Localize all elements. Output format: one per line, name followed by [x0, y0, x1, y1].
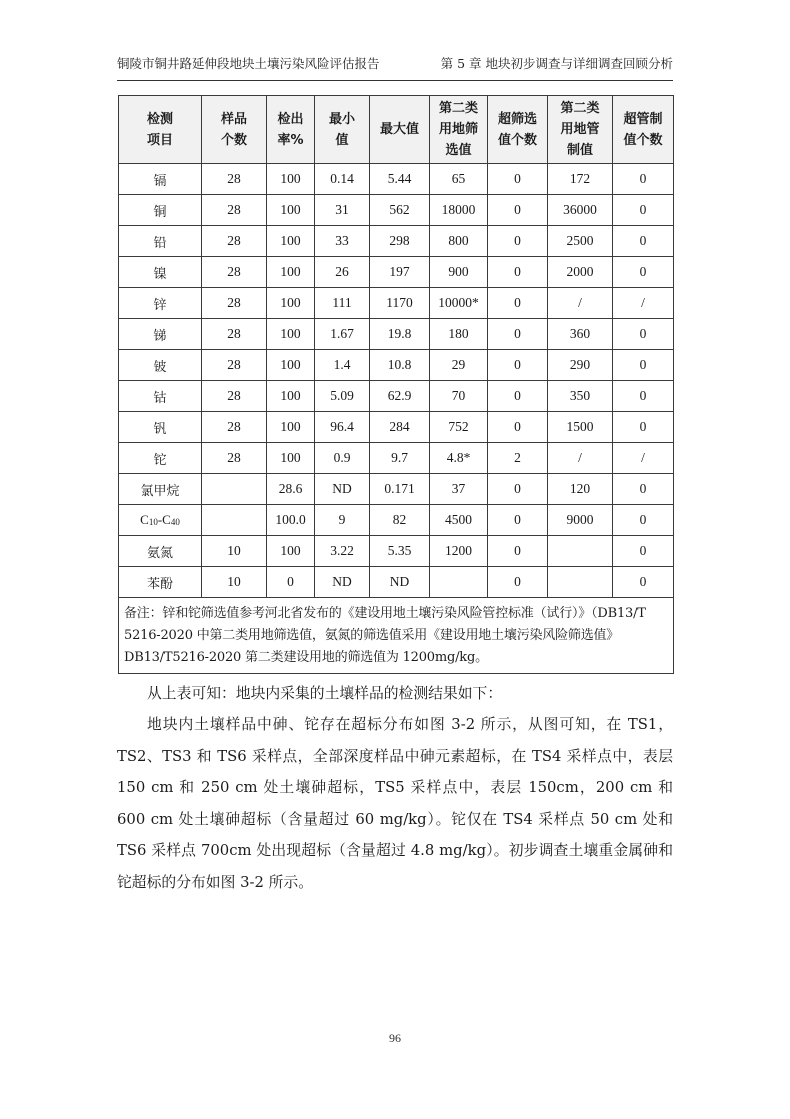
cell-min: ND [315, 474, 370, 505]
cell-max: ND [370, 567, 430, 598]
cell-item: 氨氮 [119, 536, 202, 567]
cell-over-control: 0 [613, 381, 674, 412]
cell-over-control: 0 [613, 257, 674, 288]
cell-control: 9000 [548, 505, 613, 536]
column-header-over-screen [488, 96, 548, 164]
cell-screen: 65 [430, 164, 488, 195]
table-row [119, 319, 674, 350]
cell-max: 0.171 [370, 474, 430, 505]
column-header-line: 检出 [277, 111, 304, 127]
column-header-line: 超管制 [623, 111, 663, 127]
cell-item: 镉 [119, 164, 202, 195]
cell-item: 锑 [119, 319, 202, 350]
cell-rate: 0 [267, 567, 315, 598]
column-header-line: 超筛选 [497, 111, 537, 127]
cell-control: 172 [548, 164, 613, 195]
cell-rate: 100 [267, 164, 315, 195]
cell-control: 2000 [548, 257, 613, 288]
table-row [119, 350, 674, 381]
cell-over-screen: 0 [488, 319, 548, 350]
cell-screen: 900 [430, 257, 488, 288]
cell-control: / [548, 288, 613, 319]
column-header-line: 最大值 [379, 122, 419, 137]
table-row [119, 505, 674, 536]
cell-max: 298 [370, 226, 430, 257]
cell-over-control: 0 [613, 319, 674, 350]
cell-rate: 28.6 [267, 474, 315, 505]
cell-control: 2500 [548, 226, 613, 257]
cell-screen: 180 [430, 319, 488, 350]
cell-item: 镍 [119, 257, 202, 288]
table-note: 备注：锌和铊筛选值参考河北省发布的《建设用地土壤污染风险管控标准（试行）》（DB13/T 5216-2020 中第二类用地筛选值，氨氮的筛选值采用《建设用地土壤污染风险筛选值》DB13/T5216-2020 第二类建设用地的筛选值为 1200mg/kg。 [119, 598, 674, 674]
table-row [119, 288, 674, 319]
cell-item: 铊 [119, 443, 202, 474]
cell-item-part: 10 [148, 517, 158, 527]
cell-max: 9.7 [370, 443, 430, 474]
cell-screen: 37 [430, 474, 488, 505]
column-header-line: 值个数 [623, 132, 663, 148]
table-row [119, 257, 674, 288]
page-header [117, 54, 673, 76]
column-header-max [370, 96, 430, 164]
cell-item-part: C [140, 512, 149, 527]
cell-count: 28 [202, 350, 267, 381]
cell-min: 31 [315, 195, 370, 226]
column-header-line: 用地管 [560, 122, 600, 137]
cell-rate: 100 [267, 195, 315, 226]
cell-count: 28 [202, 381, 267, 412]
cell-min: 5.09 [315, 381, 370, 412]
column-header-screen [430, 96, 488, 164]
cell-control: 120 [548, 474, 613, 505]
cell-over-screen: 0 [488, 412, 548, 443]
cell-max: 1170 [370, 288, 430, 319]
cell-over-control: 0 [613, 505, 674, 536]
cell-item: 铜 [119, 195, 202, 226]
cell-over-control: / [613, 443, 674, 474]
cell-count: 28 [202, 319, 267, 350]
cell-screen: 1200 [430, 536, 488, 567]
cell-count [202, 505, 267, 536]
cell-screen: 4.8* [430, 443, 488, 474]
column-header-min [315, 96, 370, 164]
cell-control [548, 567, 613, 598]
cell-count: 28 [202, 226, 267, 257]
cell-item: 钒 [119, 412, 202, 443]
cell-min: 0.9 [315, 443, 370, 474]
cell-count: 10 [202, 536, 267, 567]
cell-min: 26 [315, 257, 370, 288]
table-row [119, 226, 674, 257]
cell-control: 290 [548, 350, 613, 381]
cell-control [548, 536, 613, 567]
table-note-row [119, 598, 674, 674]
cell-over-screen: 0 [488, 164, 548, 195]
cell-rate: 100 [267, 350, 315, 381]
column-header-line: 样品 [220, 111, 247, 127]
cell-rate: 100.0 [267, 505, 315, 536]
cell-over-control: 0 [613, 195, 674, 226]
cell-max: 284 [370, 412, 430, 443]
cell-rate: 100 [267, 257, 315, 288]
column-header-line: 率% [277, 132, 304, 148]
cell-min: 33 [315, 226, 370, 257]
column-header-line: 值 [335, 132, 349, 148]
column-header-over-control [613, 96, 674, 164]
chapter-title: 第 5 章 地块初步调查与详细调查回顾分析 [440, 56, 673, 71]
cell-over-control: 0 [613, 164, 674, 195]
table-row [119, 536, 674, 567]
column-header-line: 第二类 [560, 101, 600, 116]
column-header-line: 值个数 [497, 132, 537, 148]
cell-max: 5.44 [370, 164, 430, 195]
cell-screen: 70 [430, 381, 488, 412]
table-row [119, 195, 674, 226]
cell-count: 28 [202, 443, 267, 474]
cell-rate: 100 [267, 319, 315, 350]
cell-min: ND [315, 567, 370, 598]
cell-over-control: 0 [613, 350, 674, 381]
cell-rate: 100 [267, 412, 315, 443]
cell-item-part: 40 [170, 517, 180, 527]
cell-over-control: 0 [613, 412, 674, 443]
cell-control: / [548, 443, 613, 474]
cell-item: 铅 [119, 226, 202, 257]
cell-item-part: -C [157, 512, 171, 527]
cell-item: 钴 [119, 381, 202, 412]
table-row [119, 412, 674, 443]
cell-over-control: 0 [613, 474, 674, 505]
cell-min: 3.22 [315, 536, 370, 567]
cell-max: 62.9 [370, 381, 430, 412]
cell-min: 1.67 [315, 319, 370, 350]
cell-max: 5.35 [370, 536, 430, 567]
cell-item: 锌 [119, 288, 202, 319]
cell-min: 96.4 [315, 412, 370, 443]
cell-rate: 100 [267, 536, 315, 567]
table-header-row [119, 96, 674, 164]
cell-screen [430, 567, 488, 598]
cell-min: 111 [315, 288, 370, 319]
column-header-line: 选值 [445, 143, 472, 158]
cell-control: 1500 [548, 412, 613, 443]
cell-over-screen: 0 [488, 195, 548, 226]
table-row [119, 443, 674, 474]
cell-max: 10.8 [370, 350, 430, 381]
cell-over-screen: 2 [488, 443, 548, 474]
cell-over-screen: 0 [488, 257, 548, 288]
cell-over-screen: 0 [488, 350, 548, 381]
table-row [119, 474, 674, 505]
cell-max: 19.8 [370, 319, 430, 350]
cell-max: 562 [370, 195, 430, 226]
column-header-line: 检测 [146, 111, 173, 127]
column-header-line: 项目 [146, 132, 173, 148]
cell-max: 197 [370, 257, 430, 288]
cell-over-screen: 0 [488, 567, 548, 598]
cell-item [119, 505, 202, 536]
cell-screen: 800 [430, 226, 488, 257]
column-header-item [119, 96, 202, 164]
cell-min: 0.14 [315, 164, 370, 195]
cell-rate: 100 [267, 226, 315, 257]
cell-over-control: / [613, 288, 674, 319]
cell-control: 360 [548, 319, 613, 350]
cell-min: 1.4 [315, 350, 370, 381]
cell-item: 铍 [119, 350, 202, 381]
cell-count [202, 474, 267, 505]
cell-over-screen: 0 [488, 474, 548, 505]
cell-min: 9 [315, 505, 370, 536]
cell-over-screen: 0 [488, 505, 548, 536]
cell-count: 28 [202, 412, 267, 443]
cell-over-control: 0 [613, 567, 674, 598]
column-header-rate [267, 96, 315, 164]
table-row [119, 381, 674, 412]
column-header-control [548, 96, 613, 164]
table-row [119, 567, 674, 598]
cell-rate: 100 [267, 288, 315, 319]
column-header-line: 制值 [566, 143, 593, 158]
cell-over-control: 0 [613, 226, 674, 257]
report-title: 铜陵市铜井路延伸段地块土壤污染风险评估报告 [117, 56, 380, 71]
cell-control: 36000 [548, 195, 613, 226]
cell-screen: 10000* [430, 288, 488, 319]
column-header-line: 用地筛 [438, 122, 478, 137]
cell-count: 28 [202, 288, 267, 319]
cell-count: 28 [202, 164, 267, 195]
cell-max: 82 [370, 505, 430, 536]
column-header-line: 最小 [328, 111, 355, 127]
cell-over-screen: 0 [488, 381, 548, 412]
cell-over-control: 0 [613, 536, 674, 567]
cell-control: 350 [548, 381, 613, 412]
cell-item: 氯甲烷 [119, 474, 202, 505]
cell-count: 28 [202, 257, 267, 288]
column-header-line: 个数 [220, 132, 247, 148]
cell-item: 苯酚 [119, 567, 202, 598]
column-header-line: 第二类 [438, 101, 478, 116]
paragraph-exceedance-details: 地块内土壤样品中砷、铊存在超标分布如图 3-2 所示，从图可知，在 TS1，TS2、TS3 和 TS6 采样点，全部深度样品中砷元素超标，在 TS4 采样点中，表层 150 cm 和 250 cm 处土壤砷超标，TS5 采样点中，表层 150cm，200 cm 和 600 cm 处土壤砷超标（含量超过 60 mg/kg）。铊仅在 TS4 采样点 50 cm 处和 TS6 采样点 700cm 处出现超标（含量超过 4.8 mg/kg）。初步调查土壤重金属砷和铊超标的分布如图 3-2 所示。 [117, 716, 673, 891]
cell-rate: 100 [267, 381, 315, 412]
cell-over-screen: 0 [488, 226, 548, 257]
table-row [119, 164, 674, 195]
soil-detection-table [118, 95, 674, 674]
cell-screen: 18000 [430, 195, 488, 226]
cell-screen: 752 [430, 412, 488, 443]
cell-count: 28 [202, 195, 267, 226]
cell-screen: 4500 [430, 505, 488, 536]
cell-screen: 29 [430, 350, 488, 381]
cell-rate: 100 [267, 443, 315, 474]
cell-over-screen: 0 [488, 288, 548, 319]
cell-over-screen: 0 [488, 536, 548, 567]
page-number: 96 [389, 1031, 401, 1045]
cell-count: 10 [202, 567, 267, 598]
column-header-count [202, 96, 267, 164]
paragraph-summary-intro: 从上表可知：地块内采集的土壤样品的检测结果如下： [147, 685, 503, 702]
header-divider [117, 80, 673, 81]
